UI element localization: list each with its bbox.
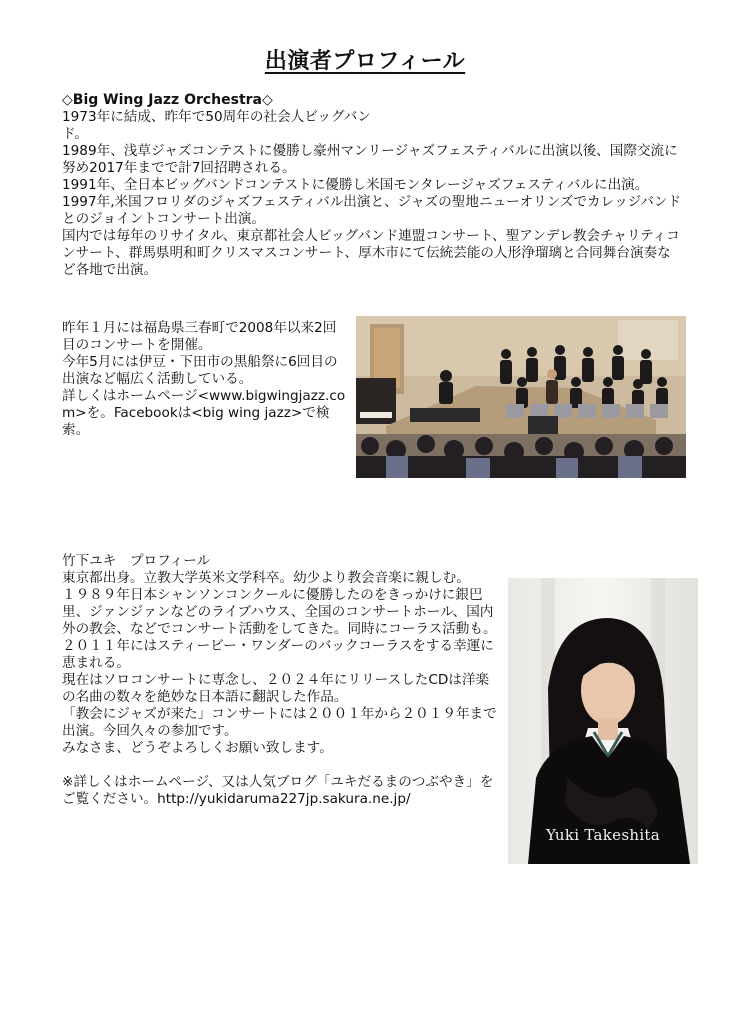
band-paragraph: 1989年、浅草ジャズコンテストに優勝し豪州マンリージャズフェスティバルに出演以後、国際交流に努め2017年までで計7回招聘される。 (62, 143, 678, 176)
band-profile-side (62, 320, 346, 439)
photo-caption: Yuki Takeshita (546, 826, 660, 844)
singer-paragraph: 「教会にジャズが来た」コンサートには２００１年から２０１９年まで出演。今回久々の参加です。 (62, 706, 497, 739)
singer-heading: 竹下ユキ プロフィール (62, 553, 211, 569)
page-title: 出演者プロフィール (264, 49, 466, 74)
band-paragraph: 1973年に結成、昨年で50周年の社会人ビッグバンド。 (62, 109, 371, 142)
band-paragraph: 国内では毎年のリサイタル、東京都社会人ビッグバンド連盟コンサート、聖アンデレ教会チャリティコンサート、群馬県明和町クリスマスコンサート、厚木市にて伝統芸能の人形浄瑠璃と合同舞台演奏など各地で出演。 (62, 228, 680, 278)
singer-note: ※詳しくはホームページ、又は人気ブログ「ユキだるまのつぶやき」をご覧ください。http://yukidaruma227jp.sakura.ne.jp/ (62, 774, 494, 807)
band-profile-top (62, 92, 684, 279)
band-paragraph: 1991年、全日本ビッグバンドコンテストに優勝し米国モンタレージャズフェスティバルに出演。 (62, 177, 649, 193)
singer-profile (62, 553, 500, 808)
band-concert-photo (356, 316, 686, 478)
singer-paragraph: 現在はソロコンサートに専念し、２０２４年にリリースしたCDは洋楽の名曲の数々を絶妙な日本語に翻訳した作品。 (62, 672, 490, 705)
singer-paragraph: １９８９年日本シャンソンコンクールに優勝したのをきっかけに銀巴里、ジァンジァンなどのライブハウス、全国のコンサートホール、国内外の教会、などでコンサート活動をしてきた。同時にコーラス活動も。２０１１年にはスティービー・ワンダーのバックコーラスをする幸運に恵まれる。 (62, 587, 497, 671)
singer-portrait-photo (508, 578, 698, 864)
band-paragraph: 昨年１月には福島県三春町で2008年以来2回目のコンサートを開催。 (62, 320, 337, 353)
singer-paragraph: みなさま、どうぞよろしくお願い致します。 (62, 740, 333, 756)
band-paragraph: 今年5月には伊豆・下田市の黒船祭に6回目の出演など幅広く活動している。 (62, 354, 338, 387)
band-heading: ◇Big Wing Jazz Orchestra◇ (62, 92, 273, 108)
band-website-paragraph: 詳しくはホームページ<www.bigwingjazz.com>を。Facebookは<big wing jazz>で検索。 (62, 388, 346, 438)
band-paragraph: 1997年,米国フロリダのジャズフェスティバル出演と、ジャズの聖地ニューオリンズでカレッジバンドとのジョイントコンサート出演。 (62, 194, 682, 227)
singer-paragraph: 東京都出身。立教大学英米文学科卒。幼少より教会音楽に親しむ。 (62, 570, 470, 586)
spacer (62, 757, 500, 774)
